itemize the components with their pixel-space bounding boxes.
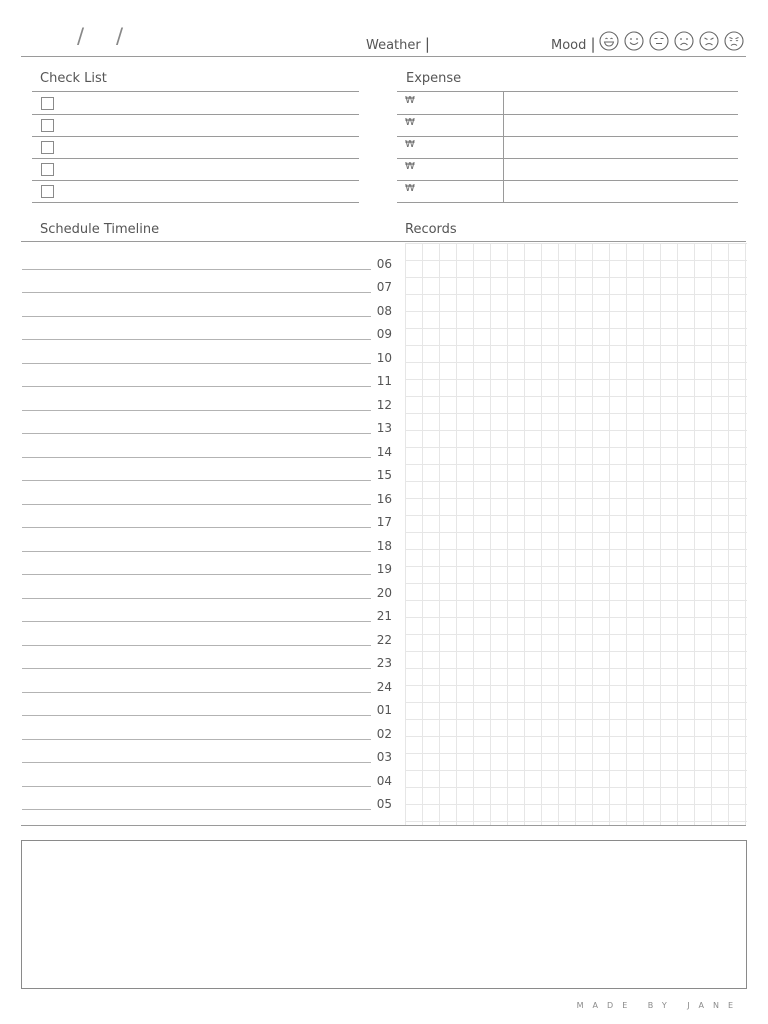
header-divider [21,56,746,57]
timeline-line [22,551,371,552]
timeline-line [22,504,371,505]
timeline-hour: 12 [376,398,392,412]
timeline-line [22,574,371,575]
timeline-row[interactable] [22,726,392,740]
timeline-row[interactable] [22,538,392,552]
timeline-line [22,809,371,810]
expense-row[interactable] [397,114,738,137]
timeline-row[interactable] [22,279,392,293]
sad-face-icon[interactable] [674,31,694,51]
timeline-hour: 16 [376,492,392,506]
checklist-row[interactable] [32,92,359,115]
checkbox[interactable] [41,163,54,176]
checkbox[interactable] [41,119,54,132]
weather-label: Weather [366,38,421,53]
won-symbol: ₩ [405,139,415,150]
timeline-hour: 13 [376,421,392,435]
timeline-line [22,386,371,387]
timeline-hour: 24 [376,680,392,694]
expense-row[interactable] [397,180,738,203]
timeline-line [22,739,371,740]
timeline-hour: 10 [376,351,392,365]
timeline-row[interactable] [22,420,392,434]
timeline-hour: 20 [376,586,392,600]
timeline-row[interactable] [22,561,392,575]
date-separator-day: / [116,24,124,48]
timeline-line [22,786,371,787]
timeline-row[interactable] [22,444,392,458]
timeline-hour: 22 [376,633,392,647]
timeline-row[interactable] [22,373,392,387]
timeline-line [22,692,371,693]
section-divider [21,241,746,242]
timeline-hour: 06 [376,257,392,271]
neutral-face-icon[interactable] [649,31,669,51]
timeline-line [22,433,371,434]
won-symbol: ₩ [405,161,415,172]
timeline-line [22,715,371,716]
timeline-hour: 21 [376,609,392,623]
timeline-hour: 14 [376,445,392,459]
timeline-row[interactable] [22,632,392,646]
weather-separator: | [424,35,430,53]
timeline-line [22,480,371,481]
mood-label: Mood [551,38,587,53]
timeline-line [22,645,371,646]
checklist-row[interactable] [32,136,359,159]
timeline-hour: 09 [376,327,392,341]
bottom-divider [21,825,746,826]
won-symbol: ₩ [405,183,415,194]
timeline-row[interactable] [22,749,392,763]
timeline-hour: 23 [376,656,392,670]
timeline-row[interactable] [22,491,392,505]
expense-amount-cell[interactable] [503,158,738,180]
timeline-line [22,316,371,317]
footer-credit: MADE BY JANE [576,1001,742,1010]
timeline-hour: 15 [376,468,392,482]
timeline-row[interactable] [22,397,392,411]
happy-face-icon[interactable] [624,31,644,51]
mood-field [551,35,596,53]
expense-row[interactable] [397,136,738,159]
records-grid[interactable] [405,243,747,825]
timeline-row[interactable] [22,608,392,622]
timeline-row[interactable] [22,326,392,340]
date-separator-month: / [77,24,85,48]
timeline-row[interactable] [22,350,392,364]
timeline-hour: 18 [376,539,392,553]
mood-selector [599,31,747,53]
weather-field[interactable] [366,35,430,53]
timeline-line [22,410,371,411]
won-symbol: ₩ [405,95,415,106]
timeline-line [22,292,371,293]
checklist-title: Check List [40,71,107,86]
checkbox[interactable] [41,141,54,154]
timeline-line [22,269,371,270]
timeline-line [22,598,371,599]
expense-amount-cell[interactable] [503,136,738,158]
timeline-hour: 07 [376,280,392,294]
checklist-row[interactable] [32,180,359,203]
timeline-row[interactable] [22,655,392,669]
expense-row[interactable] [397,158,738,181]
timeline-line [22,363,371,364]
notes-box[interactable] [21,840,747,989]
expense-amount-cell[interactable] [503,114,738,136]
timeline-line [22,621,371,622]
timeline-hour: 11 [376,374,392,388]
timeline-row[interactable] [22,796,392,810]
upset-face-icon[interactable] [699,31,719,51]
expense-amount-cell[interactable] [503,180,738,202]
checklist-row[interactable] [32,114,359,137]
timeline-row[interactable] [22,702,392,716]
timeline-line [22,457,371,458]
timeline-line [22,762,371,763]
checklist-row[interactable] [32,158,359,181]
timeline-hour: 19 [376,562,392,576]
very-happy-face-icon[interactable] [599,31,619,51]
timeline-row[interactable] [22,467,392,481]
mood-separator: | [590,35,596,53]
timeline-hour: 01 [376,703,392,717]
crying-face-icon[interactable] [724,31,744,51]
expense-amount-cell[interactable] [503,92,738,114]
schedule-timeline-title: Schedule Timeline [40,222,160,237]
checkbox[interactable] [41,97,54,110]
timeline-hour: 04 [376,774,392,788]
timeline-line [22,527,371,528]
timeline-hour: 03 [376,750,392,764]
won-symbol: ₩ [405,117,415,128]
timeline-row[interactable] [22,679,392,693]
timeline-row[interactable] [22,585,392,599]
timeline-hour: 02 [376,727,392,741]
timeline-line [22,668,371,669]
timeline-hour: 08 [376,304,392,318]
timeline-line [22,339,371,340]
records-title: Records [405,222,457,237]
timeline-row[interactable] [22,514,392,528]
expense-row[interactable] [397,92,738,115]
timeline-row[interactable] [22,773,392,787]
timeline-row[interactable] [22,303,392,317]
timeline-row[interactable] [22,256,392,270]
expense-title: Expense [406,71,462,86]
timeline-hour: 17 [376,515,392,529]
checkbox[interactable] [41,185,54,198]
timeline-hour: 05 [376,797,392,811]
